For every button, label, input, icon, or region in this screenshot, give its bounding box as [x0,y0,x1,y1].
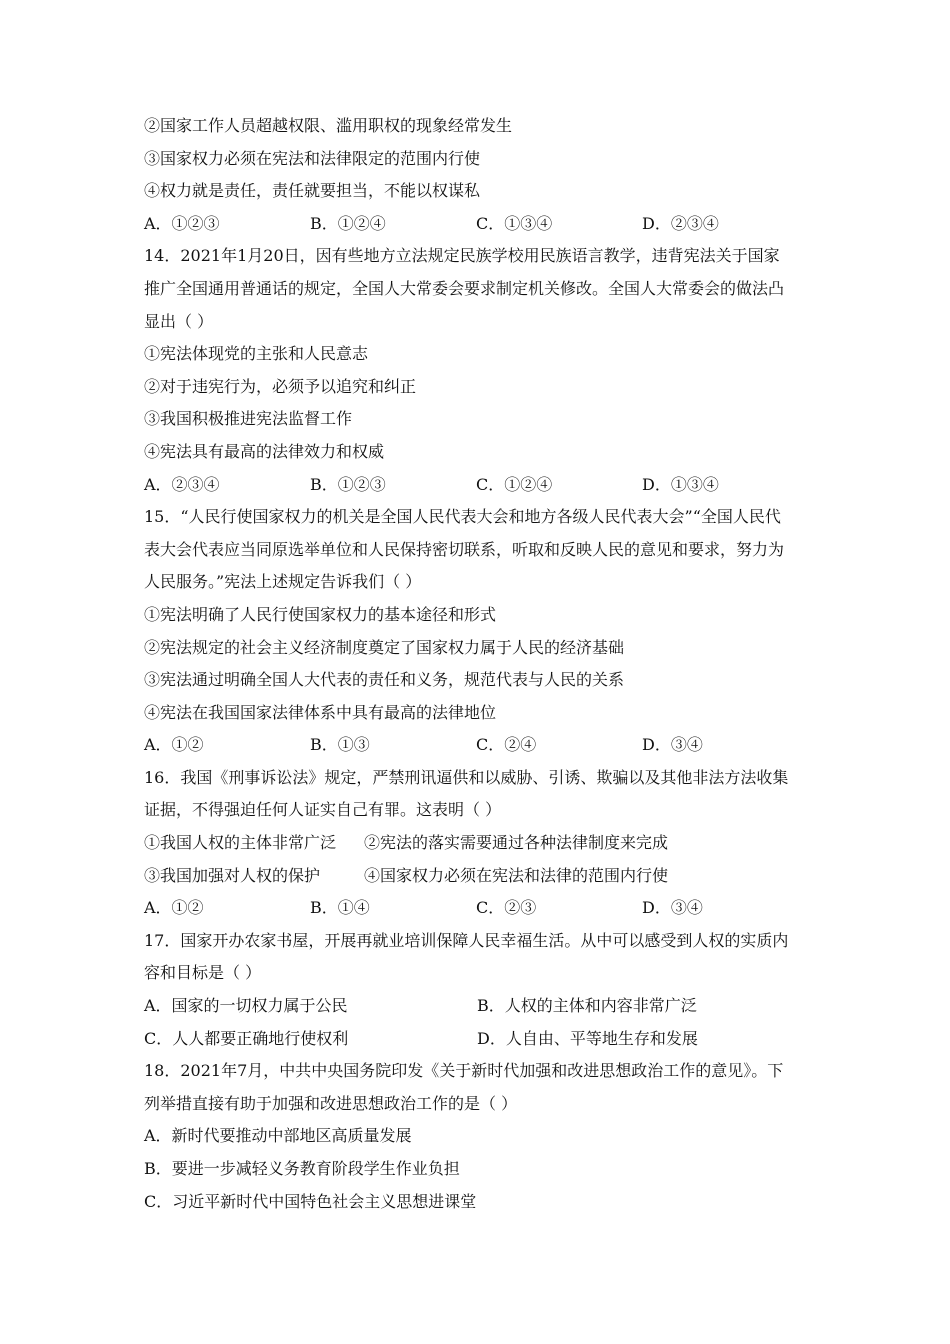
q16-items-row-1 [144,827,810,860]
q15-options [144,729,810,762]
q17-options-row-1 [144,990,810,1023]
q14-stem-line-2: 推广全国通用普通话的规定，全国人大常委会要求制定机关修改。全国人大常委会的做法凸 [144,278,785,298]
q15-item-1: ①宪法明确了人民行使国家权力的基本途径和形式 [144,604,497,624]
q17-option-c: C．人人都要正确地行使权利 [144,1028,349,1048]
q14-stem-line-1: 14．2021年1月20日，因有些地方立法规定民族学校用民族语言教学，违背宪法关于国家 [144,246,780,266]
q14-item-3: ③我国积极推进宪法监督工作 [144,409,353,429]
q13-option-a: A．①②③ [144,213,220,233]
q13-option-c: C．①③④ [476,213,553,233]
q16-option-b: B．①④ [310,898,370,918]
q15-option-a: A．①② [144,735,204,755]
q13-option-d: D．②③④ [642,213,719,233]
q16-stem-line-1: 16．我国《刑事诉讼法》规定，严禁刑讯逼供和以威胁、引诱、欺骗以及其他非法方法收集 [144,767,789,787]
q18-stem-line-1: 18．2021年7月，中共中央国务院印发《关于新时代加强和改进思想政治工作的意见》。下 [144,1061,784,1081]
q15-item-3: ③宪法通过明确全国人大代表的责任和义务，规范代表与人民的关系 [144,670,625,690]
q14-options [144,469,810,502]
q16-items-row-2 [144,860,810,893]
q14-option-a: A．②③④ [144,474,220,494]
q14-item-2: ②对于违宪行为，必须予以追究和纠正 [144,376,417,396]
q15-option-b: B．①③ [310,735,370,755]
q14-option-b: B．①②③ [310,474,386,494]
q13-item-3: ③国家权力必须在宪法和法律限定的范围内行使 [144,148,481,168]
q18-option-b: B．要进一步减轻义务教育阶段学生作业负担 [144,1159,460,1178]
q15-option-d: D．③④ [642,735,703,755]
q14-option-c: C．①②④ [476,474,553,494]
q16-item-1: ①我国人权的主体非常广泛 [144,833,337,853]
q13-option-b: B．①②④ [310,213,386,233]
q18-option-c: C．习近平新时代中国特色社会主义思想进课堂 [144,1191,477,1211]
q13-item-2: ②国家工作人员超越权限、滥用职权的现象经常发生 [144,116,513,135]
q13-options [144,208,810,241]
q13-item-4: ④权力就是责任，责任就要担当，不能以权谋私 [144,181,481,201]
q17-stem-line-1: 17．国家开办农家书屋，开展再就业培训保障人民幸福生活。从中可以感受到人权的实质内 [144,930,789,950]
q18-option-a: A．新时代要推动中部地区高质量发展 [144,1126,412,1146]
q14-item-1: ①宪法体现党的主张和人民意志 [144,344,369,364]
q16-item-4: ④国家权力必须在宪法和法律的范围内行使 [364,865,669,885]
q14-stem-line-3: 显出（ ） [144,311,214,331]
q14-option-d: D．①③④ [642,474,719,494]
q14-item-4: ④宪法具有最高的法律效力和权威 [144,441,385,461]
q16-item-3: ③我国加强对人权的保护 [144,865,321,885]
q16-item-2: ②宪法的落实需要通过各种法律制度来完成 [364,833,669,853]
q15-stem-line-3: 人民服务。”宪法上述规定告诉我们（ ） [144,572,422,592]
q15-option-c: C．②④ [476,735,537,755]
q17-option-d: D．人自由、平等地生存和发展 [477,1028,698,1048]
q17-option-a: A．国家的一切权力属于公民 [144,996,348,1016]
q16-stem-line-2: 证据，不得强迫任何人证实自己有罪。这表明（ ） [144,800,502,820]
q16-options [144,892,810,925]
q16-option-d: D．③④ [642,898,703,918]
q17-option-b: B．人权的主体和内容非常广泛 [477,996,697,1016]
exam-page [144,110,810,1218]
q16-option-a: A．①② [144,898,204,918]
q18-stem-line-2: 列举措直接有助于加强和改进思想政治工作的是（ ） [144,1093,518,1113]
q17-stem-line-2: 容和目标是（ ） [144,963,262,983]
q15-stem-line-1: 15．“人民行使国家权力的机关是全国人民代表大会和地方各级人民代表大会”“全国人民代 [144,507,781,527]
q15-item-2: ②宪法规定的社会主义经济制度奠定了国家权力属于人民的经济基础 [144,637,625,657]
q15-stem-line-2: 表大会代表应当同原选举单位和人民保持密切联系，听取和反映人民的意见和要求，努力为 [144,539,785,559]
q15-item-4: ④宪法在我国国家法律体系中具有最高的法律地位 [144,702,497,722]
q17-options-row-2 [144,1023,810,1056]
q16-option-c: C．②③ [476,898,537,918]
